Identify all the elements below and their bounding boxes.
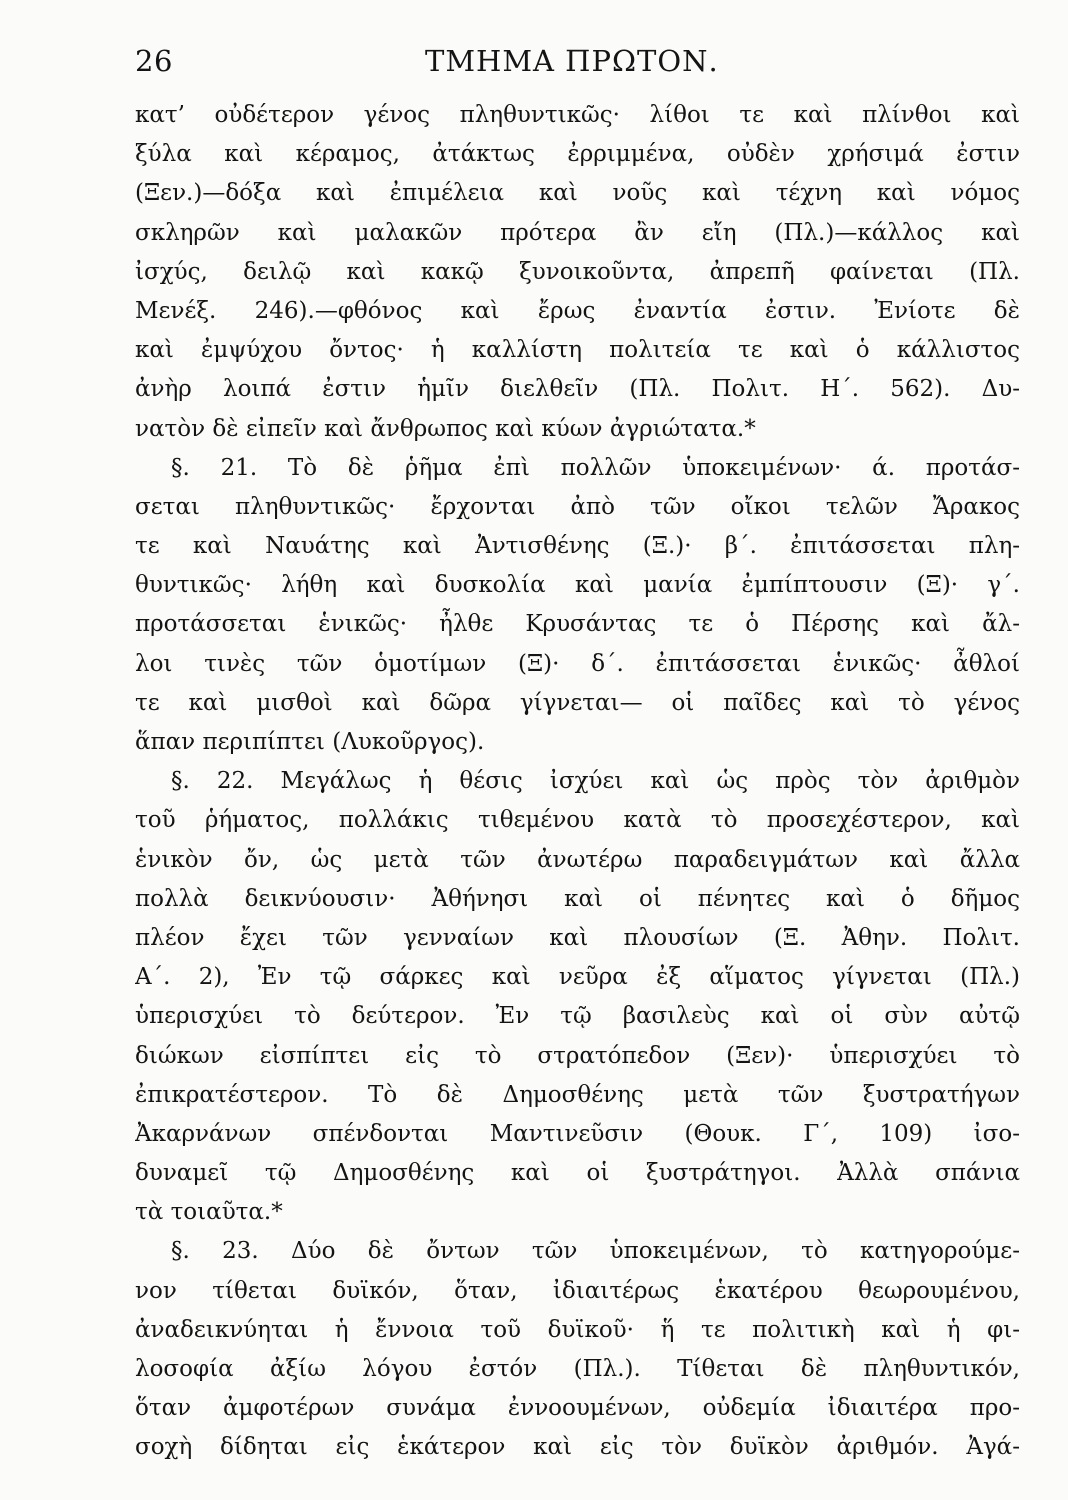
page-number: 26 (135, 44, 173, 78)
text-line: §. 22. Μεγάλως ἡ θέσις ἰσχύει καὶ ὡς πρὸς τὸν ἀριθμὸν (171, 768, 1020, 795)
text-line: τὰ τοιαῦτα.* (135, 1199, 283, 1226)
text-line: προτάσσεται ἑνικῶς· ἦλθε Κρυσάντας τε ὁ Πέρσης καὶ ἄλ- (135, 611, 1020, 638)
running-head (135, 44, 1015, 84)
text-line: δυναμεῖ τῷ Δημοσθένης καὶ οἱ ξυστράτηγοι. Ἀλλὰ σπάνια (135, 1160, 1020, 1187)
text-line: §. 21. Τὸ δὲ ῥῆμα ἐπὶ πολλῶν ὑποκειμένων· ά. προτάσ- (171, 454, 1020, 481)
text-line: τε καὶ μισθοὶ καὶ δῶρα γίγνεται— οἱ παῖδες καὶ τὸ γένος (135, 689, 1020, 716)
text-line: νον τίθεται δυϊκόν, ὅταν, ἰδιαιτέρως ἑκατέρου θεωρουμένου, (135, 1277, 1020, 1304)
text-line: ἀνὴρ λοιπά ἐστιν ἡμῖν διελθεῖν (Πλ. Πολιτ. Η΄. 562). Δυ- (135, 376, 1020, 403)
text-line: διώκων εἰσπίπτει εἰς τὸ στρατόπεδον (Ξεν)· ὑπερισχύει τὸ (135, 1042, 1020, 1069)
text-line: Μενέξ. 246).—φθόνος καὶ ἔρως ἐναντία ἐστιν. Ἐνίοτε δὲ (135, 297, 1020, 324)
text-line: λοι τινὲς τῶν ὁμοτίμων (Ξ)· δ΄. ἐπιτάσσεται ἑνικῶς· ἆθλοί (135, 650, 1020, 677)
text-line: ἰσχύς, δειλῷ καὶ κακῷ ξυνοικοῦντα, ἀπρεπῆ φαίνεται (Πλ. (135, 258, 1020, 285)
text-line: νατὸν δὲ εἰπεῖν καὶ ἄνθρωπος καὶ κύων ἀγριώτατα.* (135, 415, 756, 442)
body-text (135, 96, 1020, 1468)
text-line: σεται πληθυντικῶς· ἔρχονται ἀπὸ τῶν οἴκοι τελῶν Ἄρακος (135, 493, 1020, 520)
text-line: κατ’ οὐδέτερον γένος πληθυντικῶς· λίθοι τε καὶ πλίνθοι καὶ (135, 102, 1020, 128)
text-line: ὅταν ἀμφοτέρων συνάμα ἐννοουμένων, οὐδεμία ἰδιαιτέρα προ- (135, 1395, 1020, 1422)
text-line: σοχὴ δίδηται εἰς ἑκάτερον καὶ εἰς τὸν δυϊκὸν ἀριθμόν. Ἀγά- (135, 1434, 1020, 1461)
text-line: θυντικῶς· λήθη καὶ δυσκολία καὶ μανία ἐμπίπτουσιν (Ξ)· γ΄. (135, 572, 1020, 599)
text-line: ἐπικρατέστερον. Τὸ δὲ Δημοσθένης μετὰ τῶν ξυστρατήγων (135, 1081, 1020, 1108)
text-line: λοσοφία ἀξίω λόγου ἐστόν (Πλ.). Τίθεται δὲ πληθυντικόν, (135, 1356, 1020, 1382)
text-line: ἅπαν περιπίπτει (Λυκοῦργος). (135, 729, 485, 755)
text-line: (Ξεν.)—δόξα καὶ ἐπιμέλεια καὶ νοῦς καὶ τέχνη καὶ νόμος (135, 180, 1020, 207)
text-line: ὑπερισχύει τὸ δεύτερον. Ἐν τῷ βασιλεὺς καὶ οἱ σὺν αὐτῷ (135, 1003, 1020, 1030)
text-line: πλέον ἔχει τῶν γενναίων καὶ πλουσίων (Ξ. Ἀθην. Πολιτ. (135, 924, 1020, 951)
text-line: Α΄. 2), Ἐν τῷ σάρκες καὶ νεῦρα ἐξ αἵματος γίγνεται (Πλ.) (135, 964, 1020, 991)
text-line: καὶ ἐμψύχου ὄντος· ἡ καλλίστη πολιτεία τε καὶ ὁ κάλλιστος (135, 337, 1020, 364)
text-line: Ἀκαρνάνων σπένδονται Μαντινεῦσιν (Θουκ. Γ΄, 109) ἰσο- (135, 1120, 1020, 1147)
text-line: ἀναδεικνύηται ἡ ἔννοια τοῦ δυϊκοῦ· ἥ τε πολιτικὴ καὶ ἡ φι- (135, 1316, 1020, 1343)
text-line: ἑνικὸν ὄν, ὡς μετὰ τῶν ἀνωτέρω παραδειγμάτων καὶ ἄλλα (135, 846, 1020, 873)
text-line: ξύλα καὶ κέραμος, ἀτάκτως ἐρριμμένα, οὐδὲν χρήσιμά ἐστιν (135, 141, 1020, 168)
section-title: ΤΜΗΜΑ ΠΡΩΤΟΝ. (425, 44, 719, 78)
text-line: §. 23. Δύο δὲ ὄντων τῶν ὑποκειμένων, τὸ κατηγορούμε- (171, 1238, 1020, 1265)
text-line: πολλὰ δεικνύουσιν· Ἀθήνησι καὶ οἱ πένητες καὶ ὁ δῆμος (135, 885, 1020, 912)
text-line: τοῦ ῥήματος, πολλάκις τιθεμένου κατὰ τὸ προσεχέστερον, καὶ (135, 807, 1020, 834)
text-line: σκληρῶν καὶ μαλακῶν πρότερα ἂν εἴη (Πλ.)—κάλλος καὶ (135, 219, 1020, 246)
text-line: τε καὶ Ναυάτης καὶ Ἀντισθένης (Ξ.)· β΄. ἐπιτάσσεται πλη- (135, 533, 1020, 560)
